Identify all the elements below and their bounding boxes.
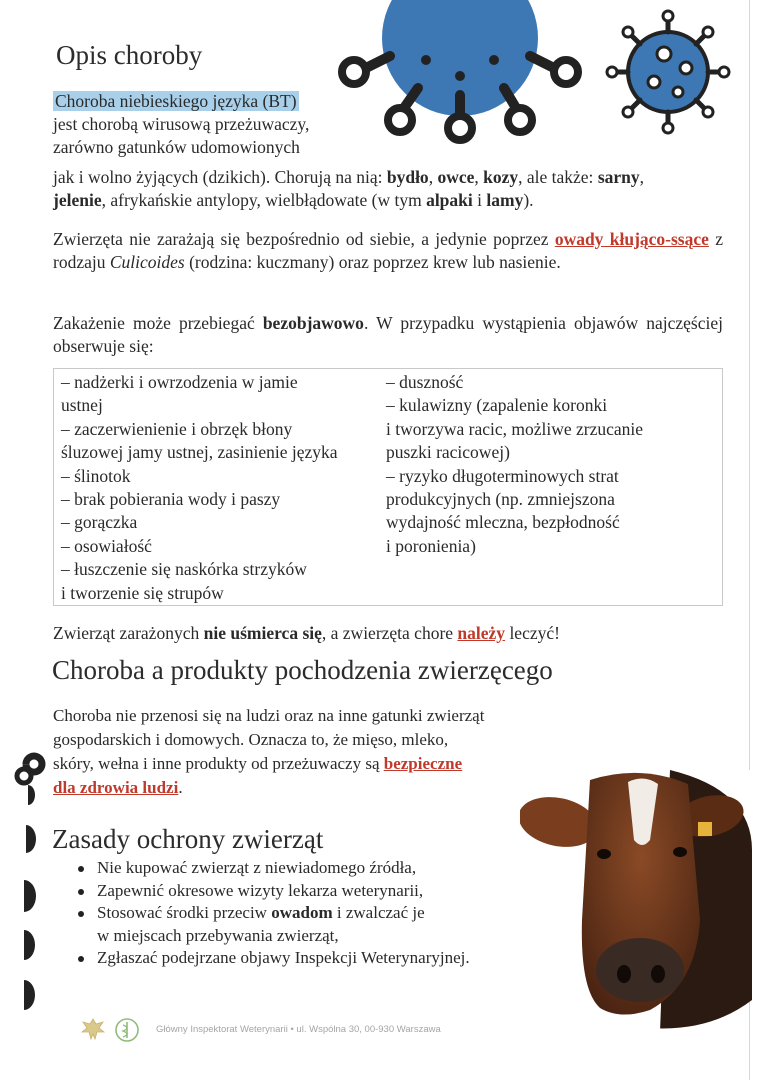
symptom-line: – łuszczenie się naskórka strzyków [61,559,307,580]
symptom-line: – zaczerwienienie i obrzęk błony [61,418,293,439]
symptom-line: – nadżerki i owrzodzenia w jamie [61,372,298,392]
symptom-line: – ryzyko długoterminowych strat [386,465,619,486]
species-line-2: jelenie, afrykańskie antylopy, wielbłądowate (w tym alpaki i lamy). [53,190,534,210]
species-line-1: jak i wolno żyjących (dzikich). Chorują na nią: bydło, owce, kozy, ale także: sarny, [53,167,644,187]
virus-icon-large [318,0,608,150]
caduceus-logo-icon [114,1017,140,1043]
symptom-line: puszki racicowej) [386,442,510,463]
footer-address: Główny Inspektorat Weterynarii • ul. Wspólna 30, 00-930 Warszawa [156,1024,441,1035]
symptom-line: – brak pobierania wody i paszy [61,489,281,510]
products-line: dla zdrowia ludzi. [53,778,183,797]
products-line: gospodarskich i domowych. Oznacza to, że mięso, mleko, [53,730,449,749]
symptom-line: i tworzywa racic, możliwe zrzucanie [386,418,644,439]
safe-link: bezpieczne [383,754,463,773]
symptom-line: śluzowej jamy ustnej, zasinienie języka [61,442,338,463]
products-line: skóry, wełna i inne produkty od przeżuwaczy są bezpieczne [53,754,463,773]
symptom-line: – osowiałość [61,535,152,556]
rule-item: Stosować środki przeciw owadom i zwalczać je w miejscach przebywania zwierząt, [76,902,470,947]
treatment-line: Zwierząt zarażonych nie uśmierca się, a zwierzęta chore należy leczyć! [53,623,560,643]
virus-icon-edge [0,740,50,1020]
products-paragraph [53,704,484,800]
bt-highlight: Choroba niebieskiego języka (BT) [55,91,297,111]
symptoms-box [53,368,723,606]
bt-line-1: jest chorobą wirusową przeżuwaczy, [53,114,310,134]
protection-heading: Zasady ochrony zwierząt [52,824,324,854]
products-line: Choroba nie przenosi się na ludzi oraz na inne gatunki zwierząt [53,706,485,725]
transmission-paragraph: Zwierzęta nie zarażają się bezpośrednio od siebie, a jedynie poprzez owady kłująco-ssące z rodzaju Culicoides (rodzina: kuczmany) oraz poprzez krew lub nasienie. [53,229,723,272]
symptom-line: ustnej [61,395,103,416]
symptoms-intro: Zakażenie może przebiegać bezobjawowo. W przypadku wystąpienia objawów najczęściej obserwuje się: [53,313,723,356]
insects-link: owady kłująco-ssące [554,229,709,249]
symptom-line: – duszność [386,372,464,392]
symptom-line: i poronienia) [386,535,476,556]
must-link: należy [457,623,506,643]
symptoms-left-column [61,371,338,605]
page-title: Opis choroby [56,40,203,70]
products-heading: Choroba a produkty pochodzenia zwierzęcego [52,655,553,685]
rule-item: Zapewnić okresowe wizyty lekarza weterynarii, [76,880,470,903]
protection-rules-list [76,857,470,970]
symptom-line: – ślinotok [61,465,131,486]
symptom-line: wydajność mleczna, bezpłodność [386,512,620,533]
human-health-link: dla zdrowia ludzi [53,778,179,797]
rule-item: Zgłaszać podejrzane objawy Inspekcji Weterynaryjnej. [76,947,470,970]
symptom-line: – gorączka [61,512,138,533]
rule-item: Nie kupować zwierząt z niewiadomego źródła, [76,857,470,880]
virus-icon-small [604,8,742,136]
cow-image [520,770,752,1032]
symptom-line: – kulawizny (zapalenie koronki [386,395,608,416]
bt-definition [53,90,343,159]
eagle-logo-icon [80,1016,106,1042]
bt-line-2: zarówno gatunków udomowionych [53,137,300,157]
symptom-line: i tworzenie się strupów [61,582,224,603]
symptoms-right-column [386,371,643,558]
symptom-line: produkcyjnych (np. zmniejszona [386,489,615,510]
